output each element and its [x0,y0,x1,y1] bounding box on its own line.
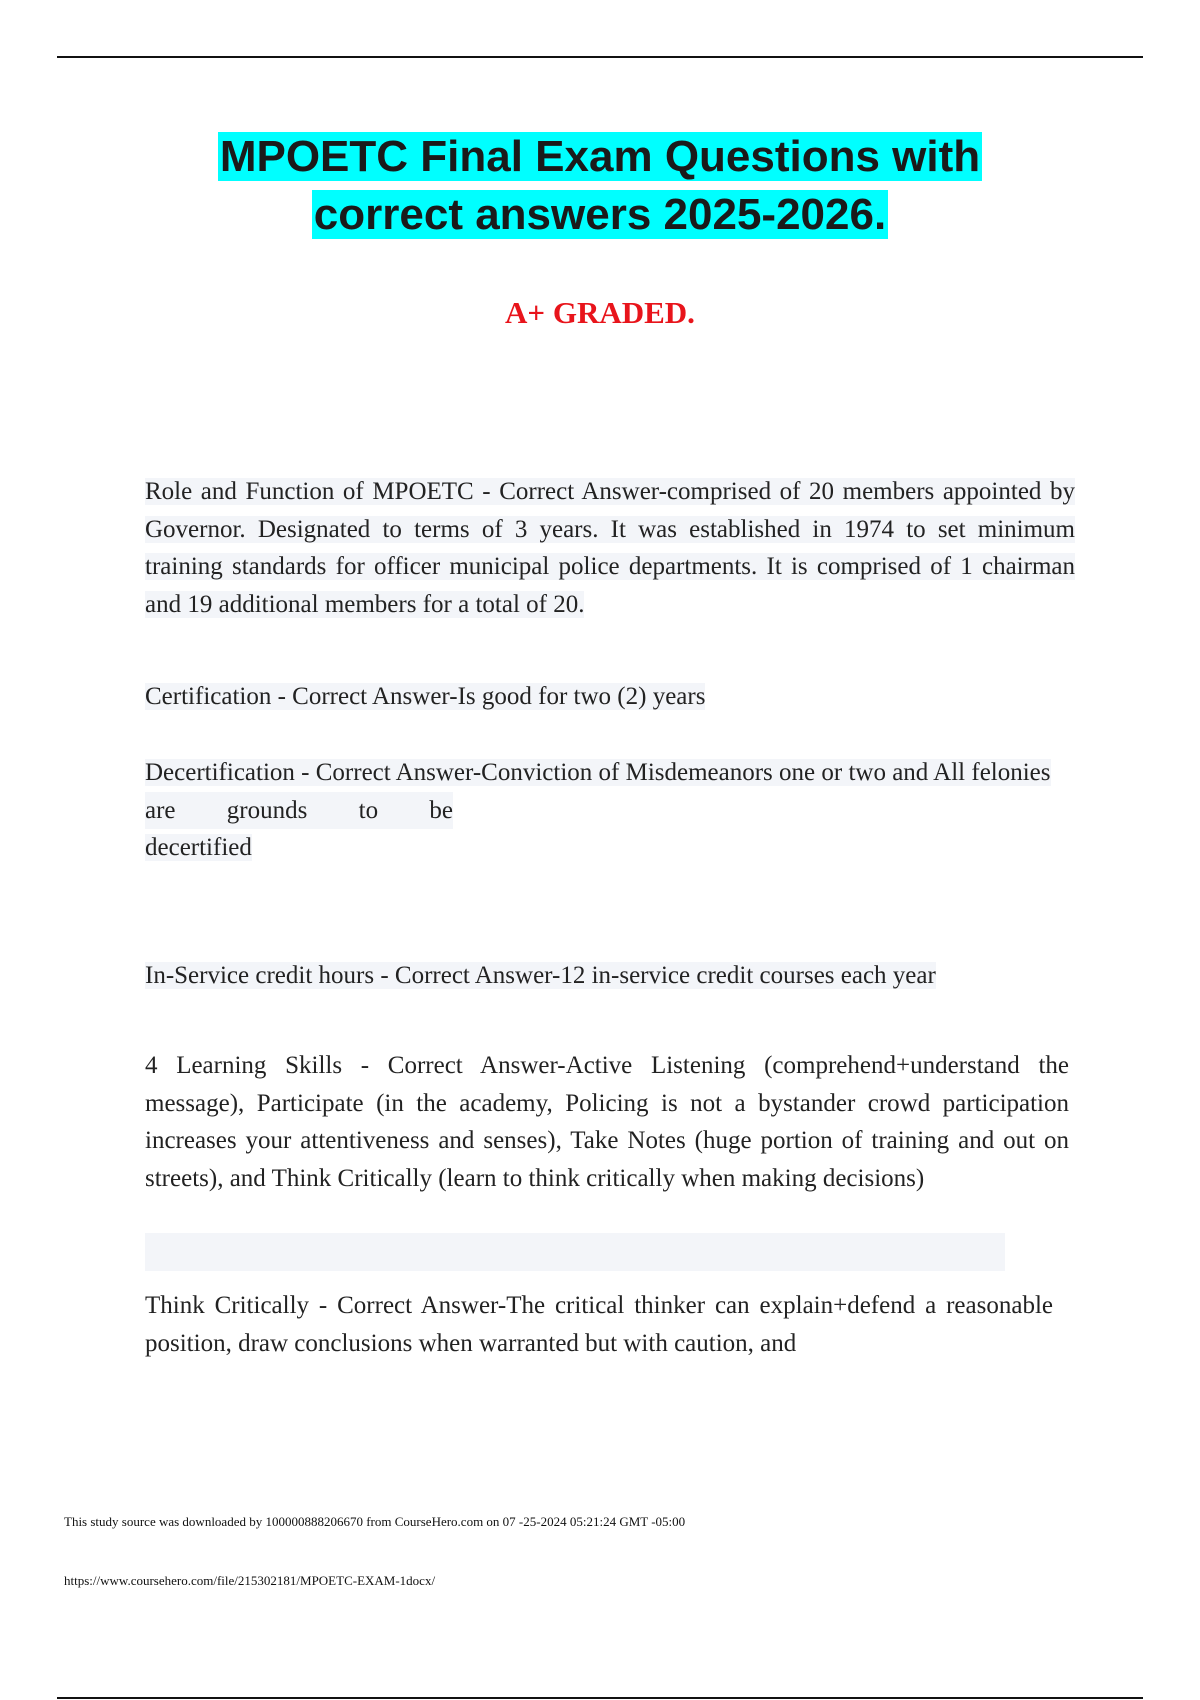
title-line-1: MPOETC Final Exam Questions with [219,132,981,181]
qa-item-decertification [145,754,1085,867]
qa-item-certification [145,678,1075,716]
download-source-notice: This study source was downloaded by 100000888206670 from CourseHero.com on 07 -25-2024 05:21:24 GMT -05:00 [64,1514,686,1529]
grade-label: A+ GRADED. [505,295,695,330]
qa-item-text: Certification - Correct Answer-Is good for two (2) years [145,683,706,710]
title-period: . [873,190,887,239]
qa-item-text: Think Critically - Correct Answer-The critical thinker can explain+defend a reasonable position, draw conclusions when warranted but with caution, and [145,1292,1053,1357]
qa-item-line-3: are grounds to be [145,792,453,830]
qa-item-learning-skills [145,1047,1069,1197]
qa-item-text: Decertification - Correct Answer-Conviction of Misdemeanors one or two and All felonies [145,759,1051,786]
bottom-rule [57,1697,1143,1699]
top-rule [57,56,1143,58]
qa-item-think-critically [145,1287,1053,1362]
qa-item-line-4: decertified [145,834,252,861]
title-line-2 [312,190,888,239]
shaded-blank-line [145,1233,1005,1271]
qa-item-inservice-hours [145,957,1075,995]
title-line-2-text: correct answers 2025-2026 [313,190,874,239]
qa-item-text: In-Service credit hours - Correct Answer-12 in-service credit courses each year [145,962,936,989]
qa-item-text: Role and Function of MPOETC - Correct Answer-comprised of 20 members appointed by Governor. Designated to terms of 3 years. It was established in 1974 to set minimum training standards for officer municipal police departments. It is comprised of 1 chairman and 19 additional members for a total of 20. [145,478,1075,618]
qa-item-text: 4 Learning Skills - Correct Answer-Active Listening (comprehend+understand the message), Participate (in the academy, Policing is not a bystander crowd participation increases your attentiveness and senses), Take Notes (huge portion of training and out on streets), and Think Critically (learn to think critically when making decisions) [145,1052,1069,1192]
qa-item-role-function [145,473,1075,623]
document-title [0,128,1200,244]
source-url: https://www.coursehero.com/file/215302181/MPOETC-EXAM-1docx/ [64,1573,436,1588]
